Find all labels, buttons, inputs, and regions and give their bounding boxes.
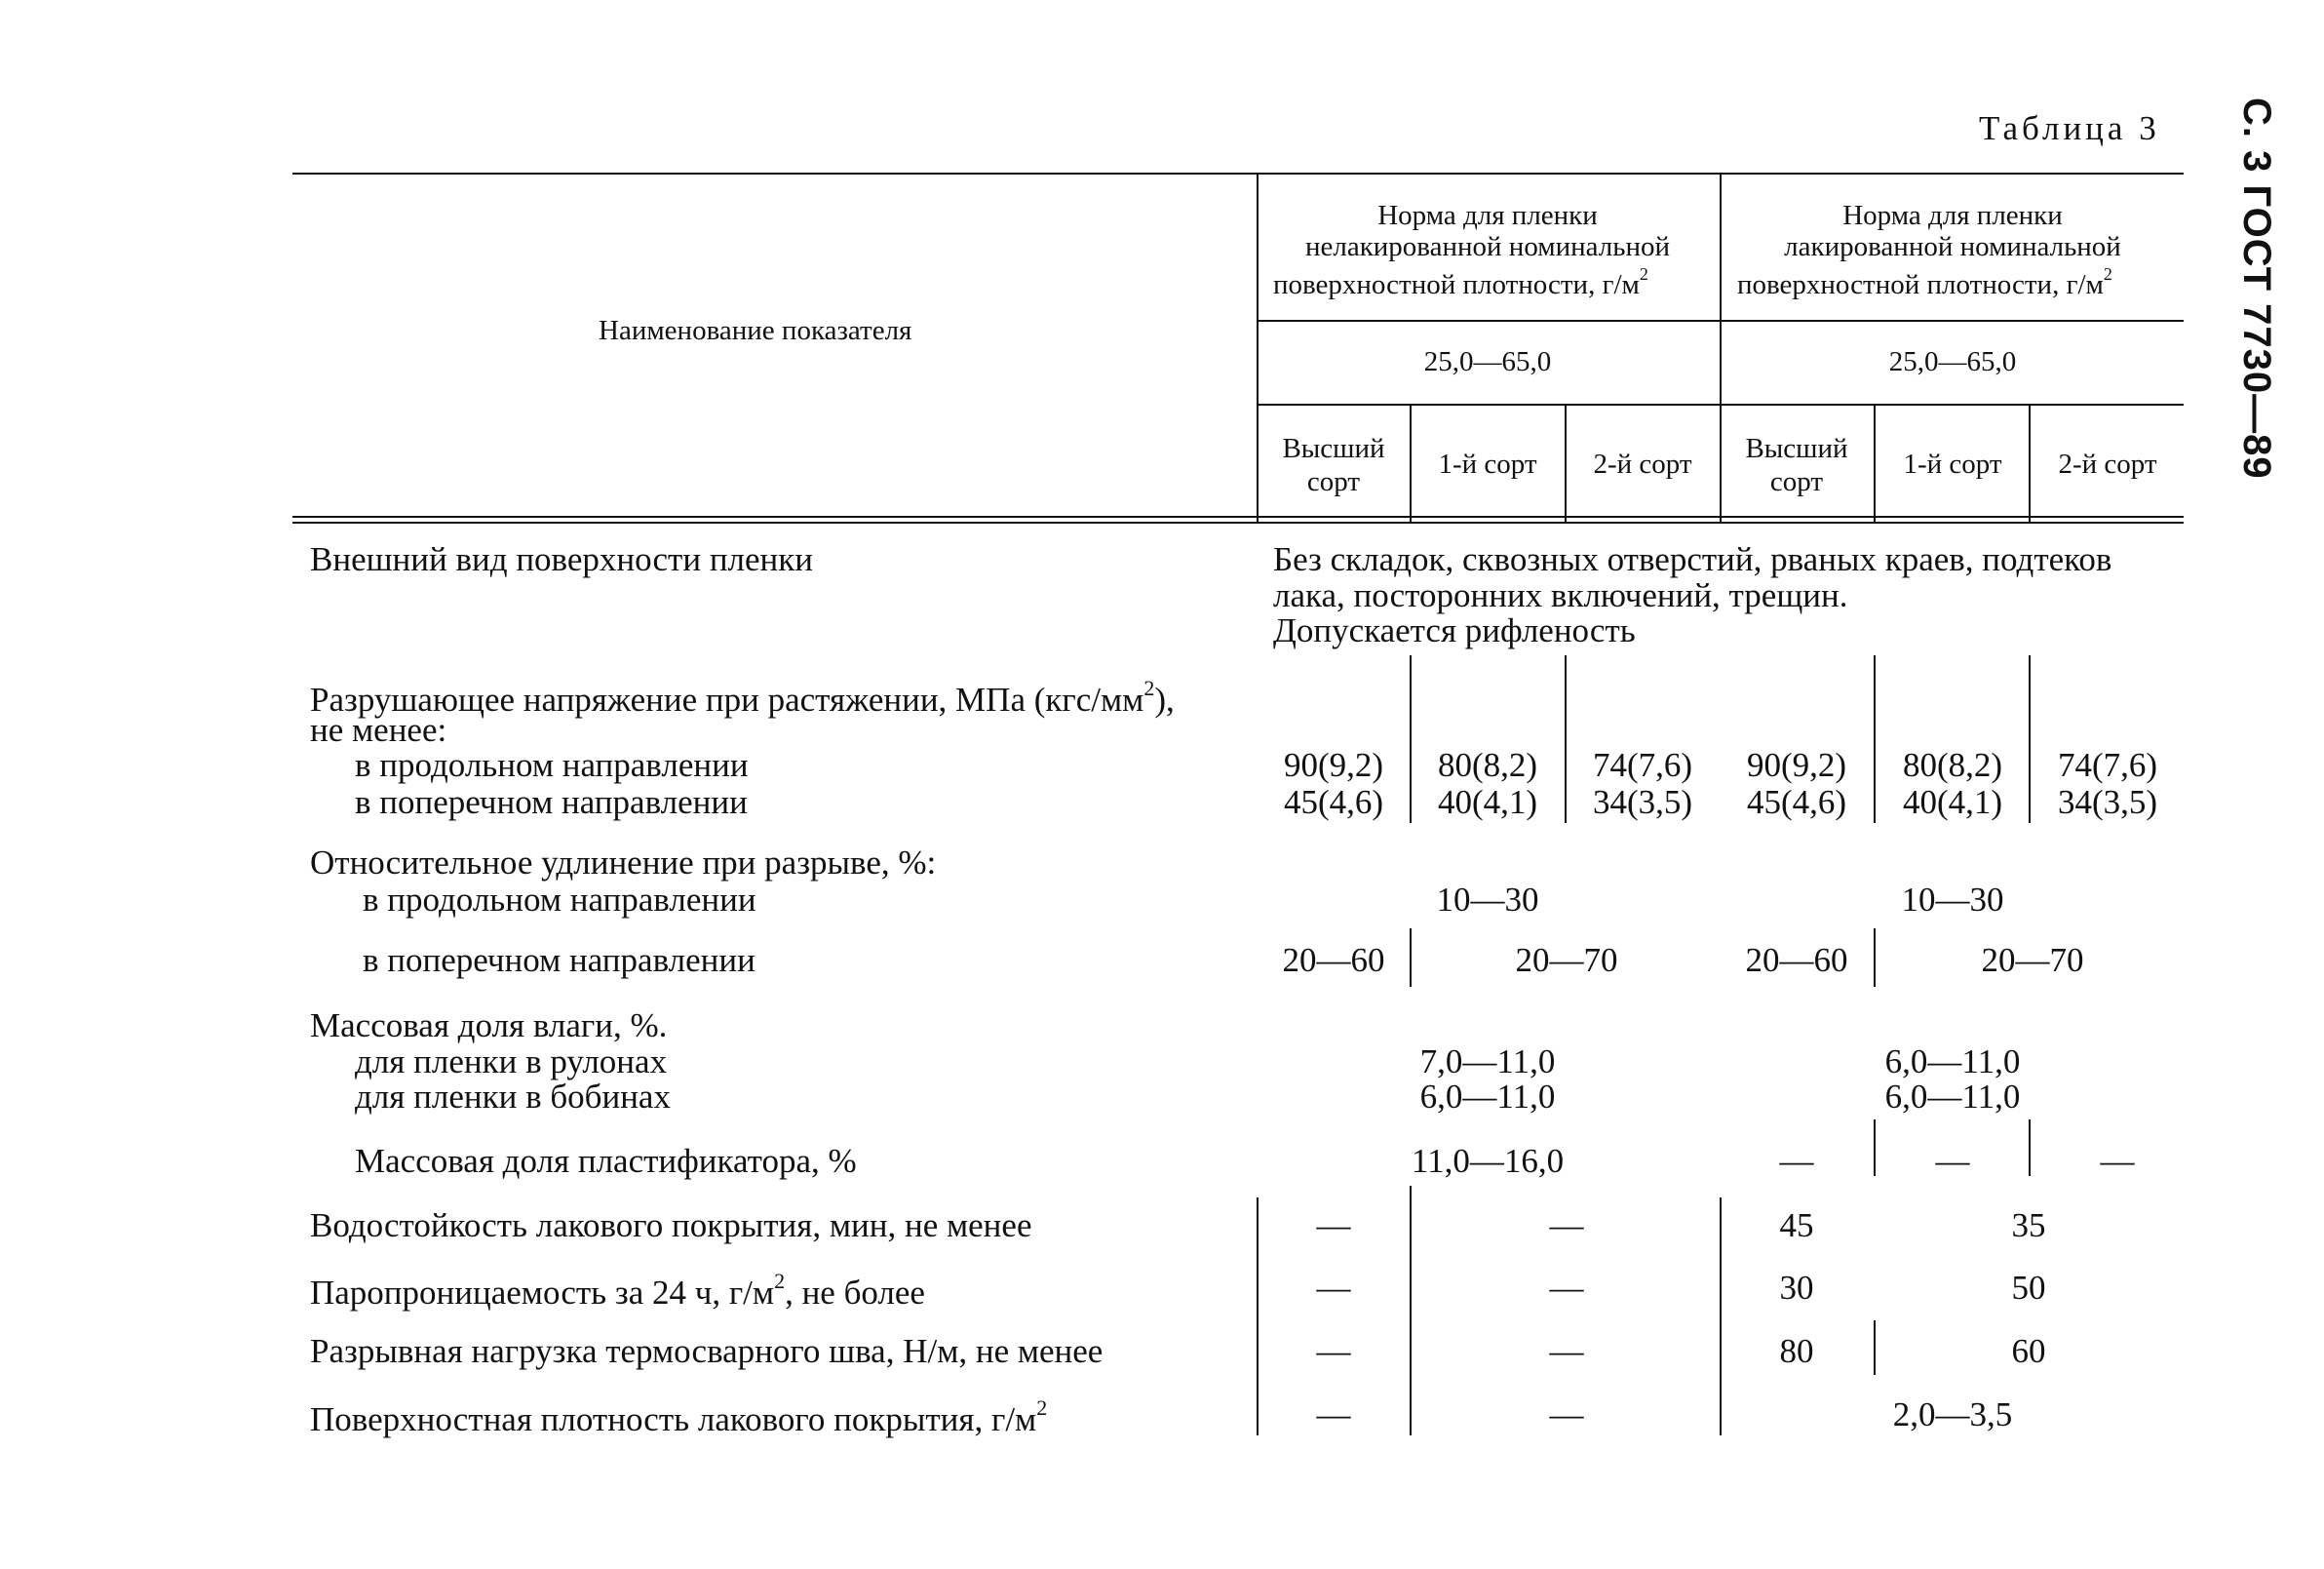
elongation-transverse-label: в поперечном направлении [363, 941, 755, 979]
tensile-trans-value: 45(4,6) [1746, 783, 1847, 821]
plasticizer-value: — [1935, 1142, 1970, 1180]
water-resistance-value: — [1316, 1206, 1351, 1244]
water-resistance-name: Водостойкость лакового покрытия, мин, не менее [310, 1206, 1032, 1244]
appearance-name: Внешний вид поверхности пленки [310, 540, 814, 578]
elongation-long-value-1: 10—30 [1436, 881, 1539, 919]
elongation-long-value-2: 10—30 [1901, 881, 2004, 919]
grade-divider-5 [2029, 404, 2031, 522]
header-bottom-rule-a [292, 516, 2184, 518]
plasticizer-value: — [1779, 1142, 1814, 1180]
table-top-rule [292, 173, 2184, 175]
seam-value: — [1549, 1332, 1584, 1370]
header-bottom-rule-b [292, 522, 2184, 524]
group1-line-1: Норма для пленки [1377, 200, 1598, 231]
group1-line-3: поверхностной плотности, $г/м^2$ [1273, 264, 1648, 300]
group2-line-3: поверхностной плотности, $г/м^2$ [1737, 264, 2112, 300]
tensile-name-line-1: Разрушающее напряжение при растяжении, МПа $(кгс/мм^2)$, [310, 676, 1175, 719]
moisture-name: Массовая доля влаги, %. [310, 1006, 668, 1044]
appearance-value-3: Допускается рифленость [1273, 611, 1636, 649]
moisture-rolls-value-1: 7,0—11,0 [1419, 1042, 1556, 1080]
group1-line-2: нелакированной номинальной [1304, 231, 1671, 262]
elongation-trans-value: 20—70 [1515, 941, 1618, 979]
grade-top-1a: Высший [1282, 433, 1385, 464]
moisture-rolls-label: для пленки в рулонах [355, 1042, 668, 1080]
plasticizer-value: 11,0—16,0 [1411, 1142, 1565, 1180]
tensile-long-value: 80(8,2) [1437, 746, 1538, 784]
appearance-value-1: Без складок, сквозных отверстий, рваных краев, подтеков [1273, 540, 2112, 578]
elongation-name: Относительное удлинение при разрыве, %: [310, 843, 937, 882]
tensile-divider-5 [2029, 655, 2031, 823]
tensile-transverse-label: в поперечном направлении [355, 783, 748, 821]
grade-top-2a: Высший [1745, 433, 1848, 464]
group-divider-left [1257, 173, 1259, 522]
elongation-trans-value: 20—70 [1981, 941, 2084, 979]
group2-line-1: Норма для пленки [1842, 200, 2063, 231]
grade-top-2b: сорт [1769, 466, 1824, 497]
grade-2nd-2: 2-й сорт [2058, 449, 2157, 480]
tensile-divider-1 [1410, 655, 1412, 823]
grade-divider-4 [1874, 404, 1876, 522]
vapor-value: — [1316, 1269, 1351, 1307]
tensile-long-value: 90(9,2) [1283, 746, 1384, 784]
plasticizer-divider-5 [2029, 1119, 2031, 1176]
vapor-value: — [1549, 1269, 1584, 1307]
seam-name: Разрывная нагрузка термосварного шва, Н/м, не менее [310, 1332, 1104, 1370]
elongation-longitudinal-label: в продольном направлении [363, 881, 756, 919]
seam-value: — [1316, 1332, 1351, 1370]
grade-divider-1 [1410, 404, 1412, 522]
water-resistance-value: — [1549, 1206, 1584, 1244]
elongation-divider-4 [1874, 928, 1876, 987]
density-range-2: 25,0—65,0 [1888, 346, 2017, 377]
tensile-trans-value: 45(4,6) [1283, 783, 1384, 821]
tensile-long-value: 74(7,6) [2057, 746, 2158, 784]
tensile-long-value: 80(8,2) [1902, 746, 2003, 784]
water-resistance-value: 35 [2011, 1206, 2046, 1244]
seam-value: 80 [1779, 1332, 1814, 1370]
group2-line-2: лакированной номинальной [1784, 231, 2121, 262]
moisture-bobbins-label: для пленки в бобинах [355, 1078, 671, 1116]
seam-divider-4 [1874, 1320, 1876, 1375]
tensile-trans-value: 40(4,1) [1437, 783, 1538, 821]
coating-density-value: — [1549, 1395, 1584, 1433]
body-divider-middle [1720, 1197, 1722, 1435]
tensile-divider-2 [1565, 655, 1567, 823]
moisture-bobbins-value-1: 6,0—11,0 [1419, 1078, 1556, 1116]
group-divider-middle [1720, 173, 1722, 522]
tensile-trans-value: 40(4,1) [1902, 783, 2003, 821]
appearance-value-2: лака, посторонних включений, трещин. [1273, 576, 1848, 614]
tensile-trans-value: 34(3,5) [1592, 783, 1693, 821]
grade-1st-1: 1-й сорт [1438, 449, 1537, 480]
tensile-long-value: 90(9,2) [1746, 746, 1847, 784]
plasticizer-divider-4 [1874, 1119, 1876, 1176]
grade-1st-2: 1-й сорт [1903, 449, 2002, 480]
moisture-rolls-value-2: 6,0—11,0 [1884, 1042, 2021, 1080]
coating-density-name: Поверхностная плотность лакового покрытия, $г/м^2$ [310, 1395, 1048, 1438]
table-label: Таблица 3 [1979, 109, 2160, 147]
body-divider-1 [1410, 1186, 1412, 1435]
tensile-trans-value: 34(3,5) [2057, 783, 2158, 821]
plasticizer-name: Массовая доля пластификатора, % [355, 1142, 857, 1180]
moisture-bobbins-value-2: 6,0—11,0 [1884, 1078, 2021, 1116]
coating-density-value: — [1316, 1395, 1351, 1433]
grade-top-1b: сорт [1306, 466, 1361, 497]
seam-value: 60 [2011, 1332, 2046, 1370]
elongation-divider-1 [1410, 928, 1412, 987]
vapor-value: 50 [2011, 1269, 2046, 1307]
indicator-column-header: Наименование показателя [599, 315, 912, 346]
elongation-trans-value: 20—60 [1282, 941, 1385, 979]
coating-density-value: 2,0—3,5 [1892, 1395, 2013, 1433]
tensile-name-line-2: не менее: [310, 711, 447, 749]
water-resistance-value: 45 [1779, 1206, 1814, 1244]
page-label: С. 3 ГОСТ 7730—89 [2235, 98, 2278, 480]
elongation-trans-value: 20—60 [1745, 941, 1848, 979]
grade-divider-2 [1565, 404, 1567, 522]
tensile-long-value: 74(7,6) [1592, 746, 1693, 784]
vapor-name: Паропроницаемость за 24 ч, $г/м^2$, не более [310, 1269, 925, 1312]
body-divider-left [1257, 1197, 1259, 1435]
plasticizer-value: — [2100, 1142, 2135, 1180]
tensile-divider-4 [1874, 655, 1876, 823]
tensile-longitudinal-label: в продольном направлении [355, 746, 749, 784]
density-range-1: 25,0—65,0 [1423, 346, 1552, 377]
vapor-value: 30 [1779, 1269, 1814, 1307]
grade-2nd-1: 2-й сорт [1593, 449, 1692, 480]
